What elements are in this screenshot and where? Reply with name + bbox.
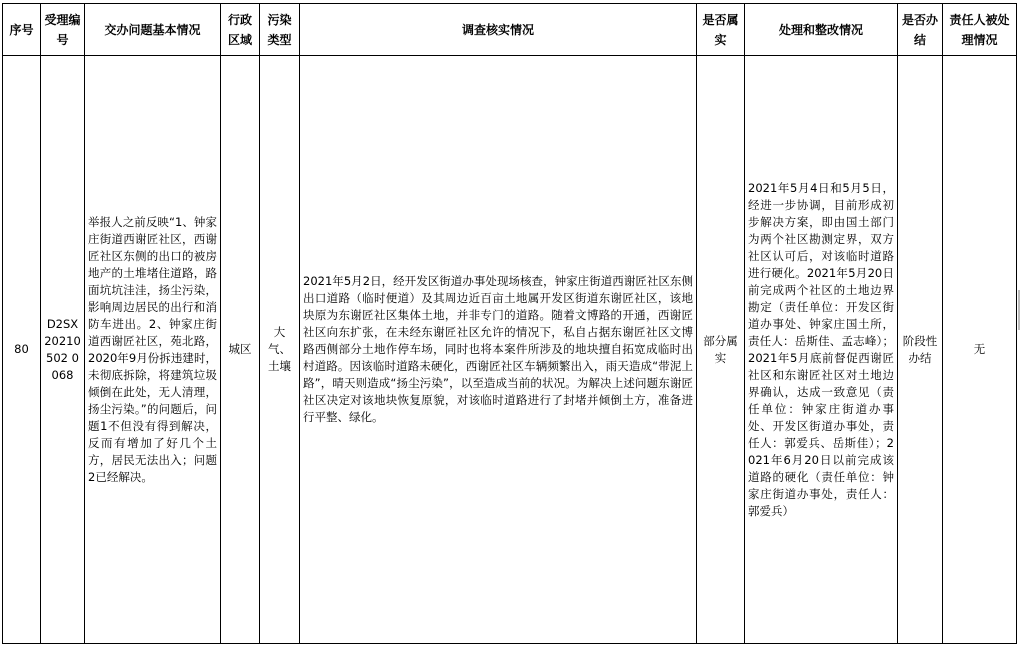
header-basic: 交办问题基本情况: [85, 4, 221, 56]
cell-basic: 举报人之前反映“1、钟家庄街道西谢匠社区，西谢匠社区东侧的出口的被房地产的土堆堵住道路，路面坑坑洼洼，扬尘污染，影响周边居民的出行和消防车进出。2、钟家庄街道西谢匠社区，苑北路，2020年9月份拆违建时，未彻底拆除，将建筑垃圾倾倒在此处，无人清理，扬尘污染。”的问题后，问题1不但没有得到解决，反而有增加了好几个土方，居民无法出入；问题2已经解决。: [85, 56, 221, 644]
header-accept-no: 受理编号: [41, 4, 85, 56]
cell-district: 城区: [221, 56, 260, 644]
cell-accept-no: D2SX20210502 0068: [41, 56, 85, 644]
header-row: [3, 4, 1017, 56]
cell-responsible: 无: [943, 56, 1017, 644]
scroll-edge-marker: [1018, 290, 1020, 330]
header-index: 序号: [3, 4, 41, 56]
cell-handling: 2021年5月4日和5月5日，经进一步协调，目前形成初步解决方案，即由国土部门为两个社区勘测定界，双方社区认可后，对该临时道路进行硬化。2021年5月20日前完成两个社区的土地边界勘定（责任单位：开发区街道办事处、钟家庄国土所，责任人：岳斯佳、孟志峰）；2021年5月底前督促西谢匠社区和东谢匠社区对土地边界确认，达成一致意见（责任单位：钟家庄街道办事处、开发区街道办事处，责任人：郭爱兵、岳斯佳）；2021年6月20日以前完成该道路的硬化（责任单位：钟家庄街道办事处，责任人：郭爱兵）: [745, 56, 898, 644]
cell-is-true: 部分属实: [697, 56, 745, 644]
header-responsible: 责任人被处理情况: [943, 4, 1017, 56]
cell-pollution: 大气、土壤: [260, 56, 300, 644]
header-district: 行政区域: [221, 4, 260, 56]
cell-investigation: 2021年5月2日，经开发区街道办事处现场核查，钟家庄街道西谢匠社区东侧出口道路（临时便道）及其周边近百亩土地属开发区街道东谢匠社区，该地块原为东谢匠社区集体土地，并非专门的道路。随着文博路的开通，西谢匠社区向东扩张，在未经东谢匠社区允许的情况下，私自占据东谢匠社区文博路西侧部分土地作停车场，同时也将本案件所涉及的地块擅自拓宽成临时出村道路。因该临时道路未硬化，西谢匠社区车辆频繁出入，雨天造成“带泥上路”，晴天则造成“扬尘污染”，以至造成当前的状况。为解决上述问题东谢匠社区决定对该地块恢复原貌，对该临时道路进行了封堵并倾倒土方，准备进行平整、绿化。: [300, 56, 697, 644]
header-pollution: 污染类型: [260, 4, 300, 56]
cell-is-done: 阶段性办结: [898, 56, 943, 644]
cell-index: 80: [3, 56, 41, 644]
header-handling: 处理和整改情况: [745, 4, 898, 56]
header-is-true: 是否属实: [697, 4, 745, 56]
header-is-done: 是否办结: [898, 4, 943, 56]
table-row: [3, 56, 1017, 644]
case-table: [2, 3, 1017, 644]
header-investigation: 调查核实情况: [300, 4, 697, 56]
